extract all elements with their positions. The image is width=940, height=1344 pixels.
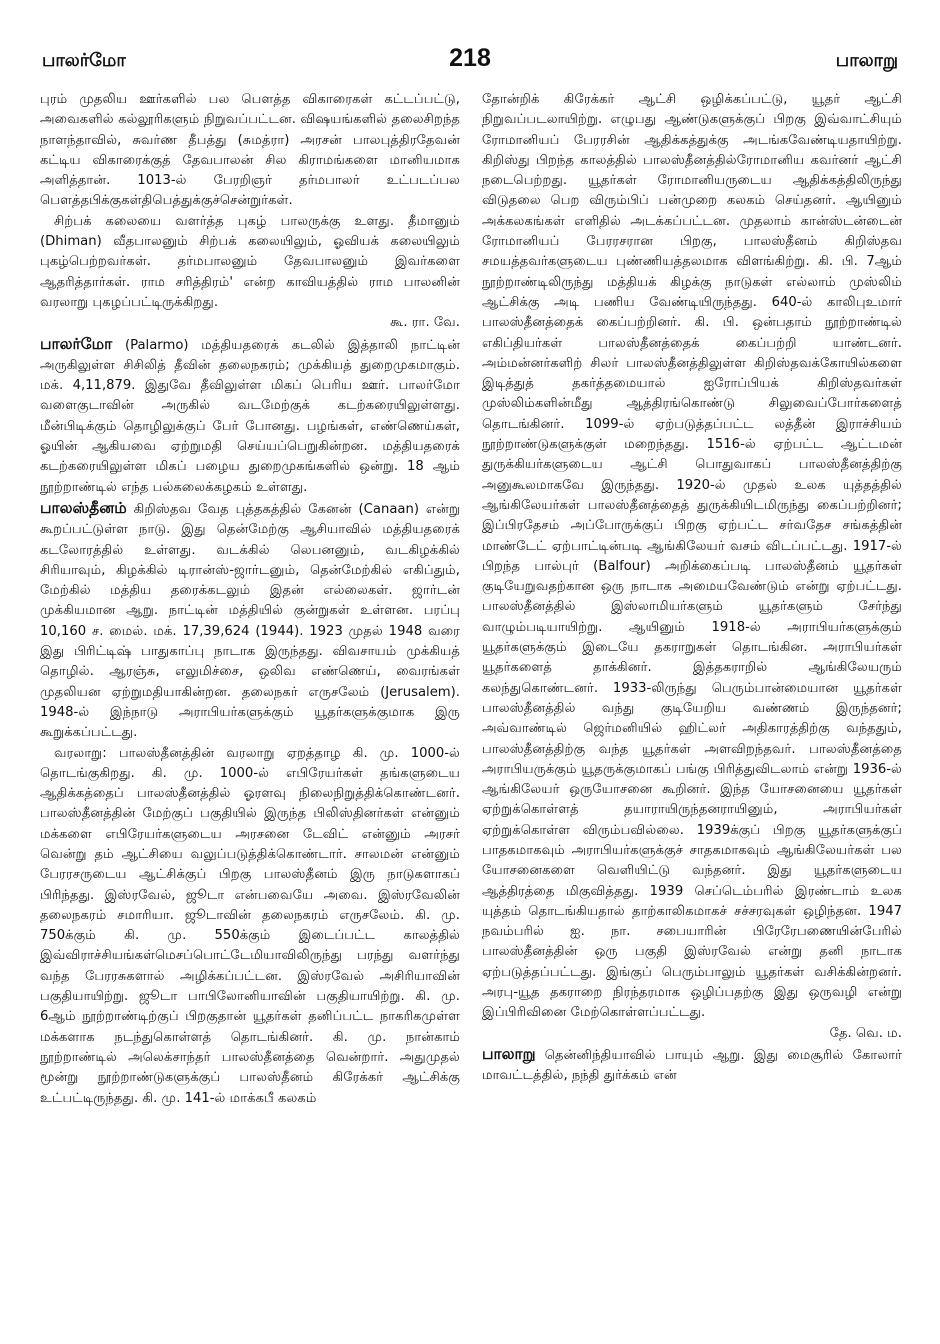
- author-signature: தே. வெ. ம.: [829, 1025, 902, 1041]
- entry-heading-palestine: பாலஸ்தீனம்: [40, 498, 127, 517]
- palestine-history-continued: [482, 90, 902, 1044]
- palermo-entry: [40, 334, 460, 498]
- palermo-text: (Palarmo) மத்தியதரைக் கடலில் இத்தாலி நாட்டின் அருகிலுள்ள சிசிலித் தீவின் தலைநகரம்; முக்கியத் துறைமுகமாகும். மக். 4,11,879. இதுவே தீவிலுள்ள மிகப் பெரிய ஊர். பாலர்மோ வளைகுடாவின் அருகில் வடமேற்குக் கடற்கரையிலுள்ளது. மீன்பிடிக்கும் தொழிலுக்குப் பேர் போனது. பழங்கள், எண்ணெய்கள், ஓயின் ஆகியவை ஏற்றுமதி செய்யப்பெறுகின்றன. மத்தியதரைக் கடற்கரையிலுள்ள மிகப் பழைய துறைமுகங்களில் ஒன்று. 18 ஆம் நூற்றாண்டில் எந்த பல்கலைக்கழகம் உள்ளது.: [40, 337, 460, 495]
- palestine-entry: [40, 498, 460, 744]
- history-continued-text: தோன்றிக் கிரேக்கர் ஆட்சி ஒழிக்கப்பட்டு, யூதர் ஆட்சி நிறுவப்படலாயிற்று. எழுபது ஆண்டுகளுக்குப் பிறகு இவ்வாட்சியும் ரோமானியப் பேரரசின் ஆதிக்கத்துக்கு அடங்கவேண்டியதாயிற்று. கிறிஸ்து பிறந்த காலத்தில் பாலஸ்தீனத்தில்ரோமானிய கவர்னர் ஆட்சி நடைபெற்றது. யூதர்கள் ரோமானியருடைய ஆதிக்கத்திலிருந்து விடுதலை பெற விரும்பிப் பன்முறை கலகம் செய்தனர். ஆயினும் அக்கலகங்கள் எளிதில் அடக்கப்பட்டன. முதலாம் கான்ஸ்டன்டைன் ரோமானியப் பேரரசரான பிறகு, பாலஸ்தீனம் கிறிஸ்தவ சமயத்தவர்களுடைய புண்ணியத்தலமாக விளங்கிற்று. கி. பி. 7ஆம் நூற்றாண்டிலிருந்து மத்தியக் கிழக்கு நாடுகள் எல்லாம் முஸ்லிம் ஆட்சிக்கு அடி பணிய வேண்டியிருந்தது. 640-ல் காலிபுஉமார் பாலஸ்தீனத்தைக் கைப்பற்றினர். கி. பி. ஒன்பதாம் நூற்றாண்டில் எகிப்தியர்கள் பாலஸ்தீனத்தைக் கைப்பற்றி யாண்டனர். அம்மன்னர்களிற் சிலர் பாலஸ்தீனத்திலுள்ள கிறிஸ்தவக்கோயில்களை இடித்துத் தகர்த்தமையால் ஐரோப்பியக் கிறிஸ்தவர்கள் முஸ்லிம்களின்மீது ஆத்திரங்கொண்டு சிலுவைப்போர்களைத் தொடங்கினர். 1099-ல் ஏற்படுத்தப்பட்ட லத்தீன் இராச்சியம் நூற்றாண்டுகளுக்குள் மறைந்தது. 1516-ல் ஏற்பட்ட ஆட்டமன் துருக்கியர்களுடைய ஆட்சி பொதுவாகப் பாலஸ்தீனத்திற்கு அனுகூலமாகவே இருந்தது. 1920-ல் முதல் உலக யுத்தத்தில் ஆங்கிலேயர்கள் பாலஸ்தீனத்தைத் துருக்கியிடமிருந்து கைப்பற்றினர்; இப்பிரதேசம் அப்போருக்குப் பிறகு ஏற்பட்ட சர்வதேச சங்கத்தின் மாண்டேட் ஏற்பாட்டின்படி ஆங்கிலேயர் வசம் விடப்பட்டது. 1917-ல் பிறந்த பால்புர் (Balfour) அறிக்கைப்படி பாலஸ்தீனம் யூதர்கள் குடியேறுவதற்கான ஒரு நாடாக அமையவேண்டும் என்று ஏற்பட்டது. பாலஸ்தீனத்தில் இஸ்லாமியர்களும் யூதர்களும் சேர்ந்து வாழும்படியாயிற்று. ஆயினும் 1918-ல் அராபியர்களுக்கும் யூதர்களுக்கும் இடையே தகராறுகள் தொடங்கின. அராபியர்கள் யூதர்களைத் தாக்கினர். இத்தகராறில் ஆங்கிலேயரும் கலந்துகொண்டனர். 1933-லிருந்து பெரும்பான்மையான யூதர்கள் பாலஸ்தீனத்தில் வந்து குடியேறிய வண்ணம் இருந்தனர்; அவ்வாண்டில் ஜெர்மனியில் ஹிட்லர் அதிகாரத்திற்கு வந்ததும், பாலஸ்தீனத்திற்கு வந்த யூதர்கள் அளவிறந்தவர். பாலஸ்தீனத்தை அராபியருக்கும் யூதருக்குமாகப் பங்கு பிரித்துவிடலாம் என்று 1936-ல் ஆங்கிலேயர் ஒருயோசனை கூறினர். இந்த யோசனையை யூதர்கள் ஏற்றுக்கொள்ளத் தயாராயிருந்தனராயினும், அராபியர்கள் ஏற்றுக்கொள்ள விரும்பவில்லை. 1939க்குப் பிறகு யூதர்களுக்குப் பாதகமாகவும் அராபியர்களுக்குச் சாதகமாகவும் ஆங்கிலேயர்கள் பல யோசனைகளை வெளியிட்டு வந்தனர். இது யூதர்களுடைய ஆத்திரத்தை மிகுவித்தது. 1939 செப்டெம்பரில் இரண்டாம் உலக யுத்தம் தொடங்கியதால் தாற்காலிகமாகச் சச்சரவுகள் ஒழிந்தன. 1947 நவம்பரில் ஐ. நா. சபையாரின் பிரேரேபணையின்பேரில் பாலஸ்தீனத்தின் ஒரு பகுதி இஸ்ரவேல் என்று தனி நாடாக ஏற்படுத்தப்பட்டது. இங்குப் பெரும்பாலும் யூதர்கள் வசிக்கின்றனர். அரபு-யூத தகராறை நிரந்தரமாக ஒழிப்பதற்கு இது ஒருவழி என்று இப்பிரிவினை மேற்கொள்ளப்பட்டது.: [482, 92, 902, 1021]
- guide-word-right: பாலாறு: [835, 50, 898, 71]
- entry-heading-palar: பாலாறு: [482, 1044, 536, 1063]
- palestine-history-paragraph: வரலாறு: பாலஸ்தீனத்தின் வரலாறு ஏறத்தாழ கி. மு. 1000-ல் தொடங்குகிறது. கி. மு. 1000-ல் எபிரேயர்கள் தங்களுடைய ஆதிக்கத்தைப் பாலஸ்தீனத்தில் ஓரளவு நிலைநிறுத்திக்கொண்டனர். பாலஸ்தீனத்தின் மேற்குப் பகுதியில் இருந்த பிலிஸ்தினர்கள் என்னும் மக்களை எபிரேயர்களுடைய அரசனை டேவிட் என்னும் அரசர் வென்று தம் ஆட்சியை வலுப்படுத்திக்கொண்டார். சாலமன் என்னும் பேரரசருடைய ஆட்சிக்குப் பிறகு பாலஸ்தீனம் இரு நாடுகளாகப் பிரிந்தது. இஸ்ரவேல், ஜூடா என்பவையே அவை. இஸ்ரவேலின் தலைநகரம் சமாரியா. ஜூடாவின் தலைநகரம் எருசலேம். கி. மு. 750க்கும் கி. மு. 550க்கும் இடைப்பட்ட காலத்தில் இவ்விராச்சியங்கள்மெசப்பொட்டேமியாவிலிருந்து பரந்து வளர்ந்து வந்த பேரரசுகளால் அழிக்கப்பட்டன. இஸ்ரவேல் அசிரியாவின் பகுதியாயிற்று. ஜூடா பாபிலோனியாவின் பகுதியாயிற்று. கி. மு. 6ஆம் நூற்றாண்டிற்குப் பிறகுதான் யூதர்கள் தனிப்பட்ட நாகரிகமுள்ள மக்களாக நடந்துகொள்ளத் தொடங்கினர். கி. மு. நான்காம் நூற்றாண்டில் அலெக்சாந்தர் பாலஸ்தீனத்தை வென்றார். அதுமுதல் மூன்று நூற்றாண்டுகளுக்குப் பாலஸ்தீனம் கிரேக்கர் ஆட்சிக்கு உட்பட்டிருந்தது. கி. மு. 141-ல் மாக்கபீ கலகம்: [40, 745, 460, 1106]
- guide-word-left: பாலர்மோ: [42, 50, 126, 71]
- palar-text: தென்னிந்தியாவில் பாயும் ஆறு. இது மைசூரில் கோலார் மாவட்டத்தில், நந்தி துர்க்கம் என்: [482, 1047, 902, 1084]
- palar-entry: [482, 1044, 902, 1087]
- palestine-text: கிறிஸ்தவ வேத புத்தகத்தில் கேனன் (Canaan) என்று கூறப்பட்டுள்ள நாடு. இது தென்மேற்கு ஆசியாவில் மத்தியதரைக் கடலோரத்தில் உள்ளது. வடக்கில் லெபனனும், வடகிழக்கில் சிரியாவும், கிழக்கில் டிரான்ஸ்-ஜார்டனும், தென்மேற்கில் எகிப்தும், மேற்கில் மத்திய தரைக்கடலும் இதன் எல்லைகள். ஜார்டன் முக்கியமான ஆறு. நாட்டின் மத்தியில் குன்றுகள் உள்ளன. பரப்பு 10,160 ச. மைல். மக். 17,39,624 (1944). 1923 முதல் 1948 வரை இது பிரிட்டிஷ் பாதுகாப்பு நாடாக இருந்தது. விவசாயம் முக்கியத் தொழில். ஆரஞ்சு, எலுமிச்சை, ஒலிவ எண்ணெய், வைரங்கள் முதலியன ஏற்றுமதியாகின்றன. தலைநகர் எருசலேம் (Jerusalem). 1948-ல் இந்நாடு அராபியர்களுக்கும் யூதர்களுக்குமாக இரு கூறுக்கப்பட்டது.: [40, 501, 460, 741]
- pala-art-paragraph: [40, 212, 460, 334]
- left-column: [40, 90, 460, 1315]
- pala-continuation-paragraph: புரம் முதலிய ஊர்களில் பல பௌத்த விகாரைகள் கட்டப்பட்டு, அவைகளில் கல்லூரிகளும் நிறுவப்பட்டன. விஷயங்களில் தலைசிறந்த நாளந்தாவில், சுவர்ண தீபத்து (சுமத்ரா) அரசன் பாலபுத்திரதேவன் கட்டிய விகாரைக்குத் தேவபாலன் சில கிராமங்களை மானியமாக அளித்தான். 1013-ல் பேரறிஞர் தர்மபாலர் உட்படப்பல பௌத்தபிக்குகள்திபெத்துக்குச்சென்றுர்கள்.: [40, 92, 460, 209]
- entry-heading-palermo: பாலர்மோ: [40, 334, 113, 353]
- page-header: [42, 44, 898, 78]
- right-column: [482, 90, 902, 1315]
- author-signature: கூ. ரா. வே.: [390, 315, 460, 331]
- pala-art-text: சிற்பக் கலையை வளர்த்த புகழ் பாலருக்கு உளது. தீமானும் (Dhiman) வீதபாலனும் சிற்பக் கலையிலும், ஓவியக் கலையிலும் புகழ்பெற்றவர்கள். தர்மபாலனும் தேவபாலனும் இவர்களை ஆதரித்தார்கள். ராம சரித்திரம்' என்ற காவியத்தில் ராம பாலனின் வரலாறு புகழப்பட்டிருக்கிறது.: [40, 213, 460, 310]
- page-number: 218: [449, 44, 491, 72]
